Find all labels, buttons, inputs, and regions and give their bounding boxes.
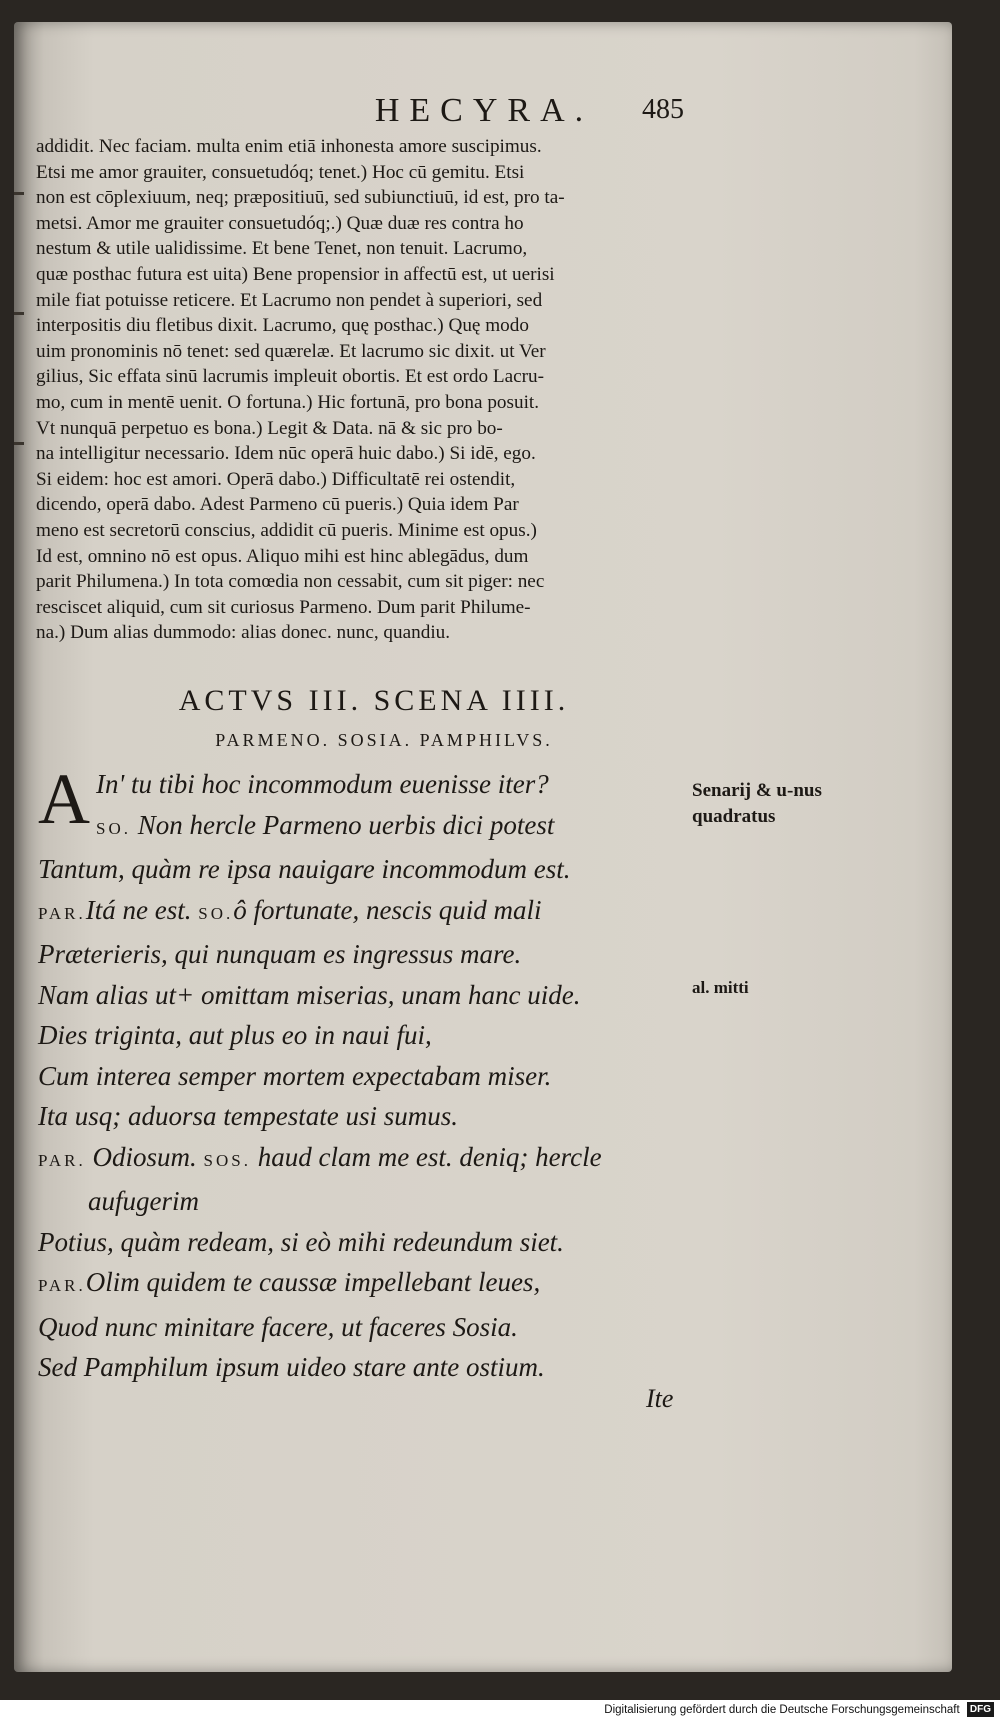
act-heading: ACTVS III. SCENA IIII.	[178, 684, 570, 717]
commentary-line: dicendo, operā dabo. Adest Parmeno cū pueris.) Quia idem Par	[36, 494, 519, 516]
speaker-tag: SOS.	[203, 1150, 251, 1170]
verse-text: Nam alias ut+ omittam miserias, unam hanc uide.	[38, 979, 581, 1010]
speaker-tag: PAR.	[38, 1150, 86, 1170]
commentary-line: na intelligitur necessario. Idem nūc operā huic dabo.) Si idē, ego.	[36, 443, 536, 465]
margin-tick	[14, 192, 24, 195]
commentary-line: na.) Dum alias dummodo: alias donec. nunc, quandiu.	[36, 622, 451, 644]
speaker-tag: SO.	[198, 903, 234, 923]
book-page	[14, 22, 952, 1672]
margin-tick	[14, 442, 24, 445]
verse-line	[38, 934, 698, 975]
commentary-line: resciscet aliquid, cum sit curiosus Parmeno. Dum parit Philume-	[36, 596, 531, 618]
verse-text: Odiosum.	[92, 1141, 197, 1172]
speaker-tag: SO.	[96, 818, 131, 838]
commentary-line: interpositis diu fletibus dixit. Lacrumo, quę posthac.) Quę modo	[36, 315, 529, 337]
verse-line	[38, 1347, 698, 1388]
digitization-credit-bar	[0, 1700, 1000, 1721]
verse-line	[38, 1307, 698, 1348]
commentary-line: metsi. Amor me grauiter consuetudóq;.) Quæ duæ res contra ho	[36, 212, 524, 234]
margin-tick	[14, 312, 24, 315]
verse-line	[38, 849, 698, 890]
commentary-line: nestum & utile ualidissime. Et bene Tenet, non tenuit. Lacrumo,	[36, 238, 528, 260]
commentary-line: uim pronominis nō tenet: sed quærelæ. Et lacrumo sic dixit. ut Ver	[36, 340, 546, 362]
verse-text: Itá ne est.	[85, 894, 192, 925]
commentary-line: parit Philumena.) In tota comœdia non cessabit, cum sit piger: nec	[36, 571, 545, 593]
commentary-line: mo, cum in mentē uenit. O fortuna.) Hic fortunā, pro bona posuit.	[36, 391, 540, 413]
speaker-tag: PAR.	[38, 1276, 86, 1295]
verse-line	[38, 1262, 698, 1307]
commentary-line: Id est, omnino nō est opus. Aliquo mihi est hinc ablegādus, dum	[36, 545, 529, 567]
speakers-line: PARMENO. SOSIA. PAMPHILVS.	[215, 730, 553, 750]
verse-text: Quod nunc minitare facere, ut faceres Sosia.	[38, 1311, 518, 1342]
verse-text: haud clam me est. deniq; hercle	[257, 1141, 602, 1172]
verse-text: aufugerim	[88, 1186, 199, 1216]
verse-line	[38, 1015, 698, 1056]
commentary-line: gilius, Sic effata sinū lacrumis impleuit obortis. Et est ordo Lacru-	[36, 366, 545, 388]
verse-text: Potius, quàm redeam, si eò mihi redeundum siet.	[38, 1226, 564, 1257]
verse-text: Non hercle Parmeno uerbis dici potest	[137, 809, 555, 840]
speaker-tag: PAR.	[38, 903, 86, 923]
marginal-note-variant: al. mitti	[692, 978, 749, 997]
commentary-line: non est cōplexiuum, neq; præpositiuū, sed subiunctiuū, id est, pro ta-	[36, 187, 565, 209]
verse-line	[38, 1056, 698, 1097]
verse-line	[38, 764, 698, 805]
verse-block	[38, 759, 698, 1388]
verse-text: Cum interea semper mortem expectabam miser.	[38, 1060, 552, 1091]
verse-text: Ita usq; aduorsa tempestate usi sumus.	[38, 1101, 458, 1131]
verse-text: In' tu tibi hoc incommodum euenisse iter?	[96, 769, 549, 799]
verse-text: Præterieris, qui nunquam es ingressus mare.	[38, 939, 522, 969]
commentary-line: Si eidem: hoc est amori. Operā dabo.) Difficultatē rei ostendit,	[36, 468, 516, 490]
commentary-line: Vt nunquā perpetuo es bona.) Legit & Data. nā & sic pro bo-	[36, 417, 503, 439]
drop-cap: A	[38, 759, 90, 839]
marginal-note-meter: Senarij & u-nus quadratus	[692, 780, 822, 827]
verse-text: Dies triginta, aut plus eo in naui fui,	[38, 1020, 432, 1050]
verse-text: Olim quidem te caussæ impellebant leues,	[85, 1267, 541, 1297]
commentary-line: mile fiat potuisse reticere. Et Lacrumo non pendet à superiori, sed	[36, 289, 543, 311]
running-head: HECYRA.	[374, 92, 594, 129]
commentary-line: meno est secretorū conscius, addidit cū pueris. Minime est opus.)	[36, 519, 537, 541]
verse-line	[38, 1222, 698, 1263]
commentary-block	[36, 134, 716, 646]
verse-line	[38, 890, 698, 935]
verse-text: ô fortunate, nescis quid mali	[233, 894, 542, 925]
commentary-line: Etsi me amor grauiter, consuetudóq; tenet.) Hoc cū gemitu. Etsi	[36, 161, 525, 183]
verse-text: Tantum, quàm re ipsa nauigare incommodum est.	[38, 854, 571, 884]
verse-line	[38, 1137, 698, 1182]
verse-line	[38, 805, 698, 850]
dfg-logo-badge: DFG	[967, 1702, 994, 1717]
verse-line	[38, 1181, 698, 1222]
credit-text: Digitalisierung gefördert durch die Deutsche Forschungsgemeinschaft	[604, 1704, 960, 1716]
verse-line	[38, 1096, 698, 1137]
verse-text: Sed Pamphilum ipsum uideo stare ante ostium.	[38, 1352, 545, 1382]
verse-line	[38, 975, 698, 1016]
commentary-line: addidit. Nec faciam. multa enim etiā inhonesta amore suscipimus.	[36, 136, 542, 157]
page-number: 485	[642, 94, 684, 125]
commentary-line: quæ posthac futura est uita) Bene propensior in affectū est, ut uerisi	[36, 263, 555, 285]
catchword: Ite	[646, 1384, 674, 1413]
